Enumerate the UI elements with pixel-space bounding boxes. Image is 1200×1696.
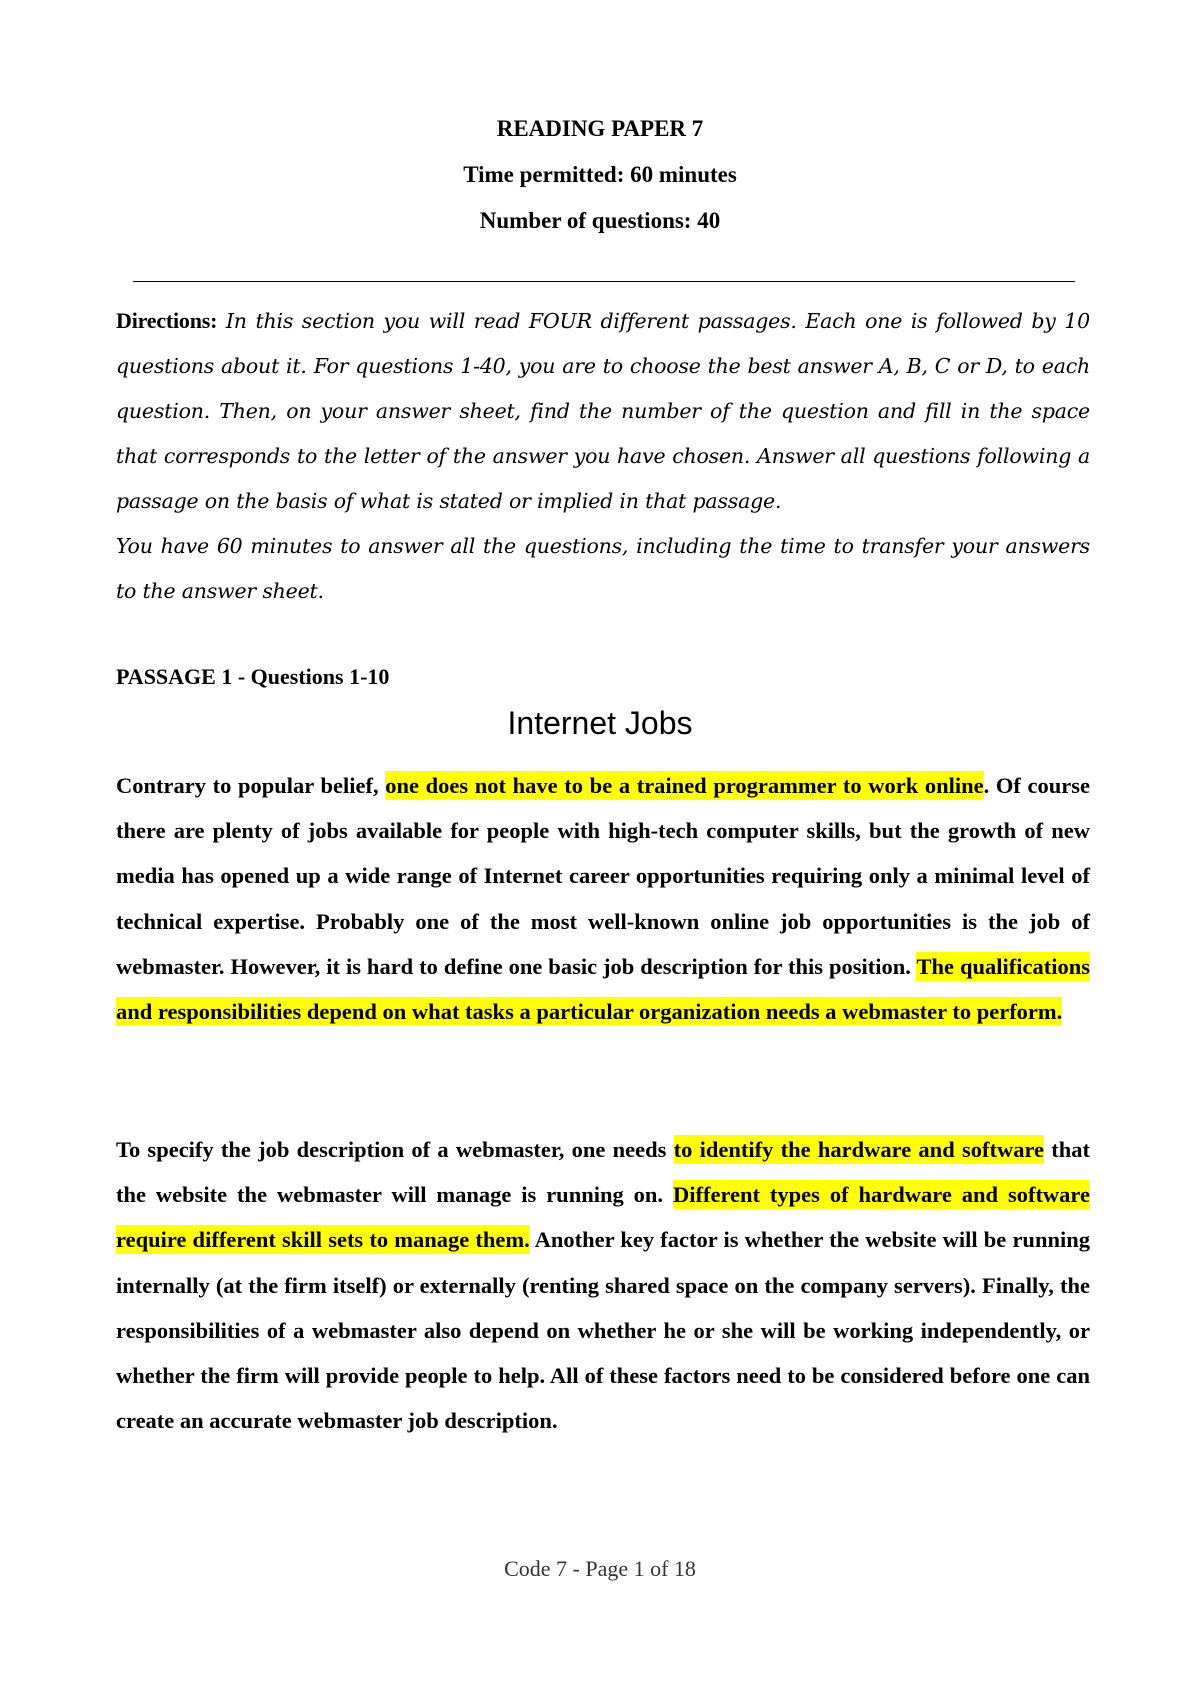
divider-line — [133, 281, 1075, 282]
p2-highlight-2: Different types of hardware and software require different skill sets to manage them. — [116, 1182, 1090, 1253]
p2-text-3: Another key factor is whether the website will be running internally (at the firm itself) or externally (renting shared space on the company servers). Finally, the responsibilities of a webmaster also depend on whether he or she will be working independently, or whether the firm will provide people to help. All of these factors need to be considered before one can create an accurate webmaster job description. — [116, 1227, 1090, 1434]
p2-text-2: that the website the webmaster will manage is running on. — [116, 1137, 1091, 1208]
number-of-questions: Number of questions: 40 — [479, 208, 721, 233]
time-permitted: Time permitted: 60 minutes — [463, 162, 737, 187]
p1-highlight-2: The qualifications and responsibilities depend on what tasks a particular organization needs a webmaster to perform. — [116, 953, 1090, 1025]
passage-paragraph-1 — [116, 763, 1090, 1034]
page-footer: Code 7 - Page 1 of 18 — [504, 1556, 696, 1581]
directions-text: In this section you will read FOUR different passages. Each one is followed by 10 questions about it. For questions 1-40, you are to choose the best answer A, B, C or D, to each question. Then, on your answer sheet, find the number of the question and fill in the space that corresponds to the letter of the answer you have chosen. Answer all questions following a passage on the basis of what is stated or implied in that passage. — [116, 309, 1090, 513]
p2-highlight-1: to identify the hardware and software — [673, 1137, 1045, 1162]
directions-time-note: You have 60 minutes to answer all the questions, including the time to transfer your answers to the answer sheet. — [116, 534, 1090, 603]
p2-text-1: To specify the job description of a webmaster, one needs — [116, 1137, 674, 1162]
paper-title: READING PAPER 7 — [496, 116, 704, 141]
p1-text-2: . Of course there are plenty of jobs available for people with high-tech computer skills, but the growth of new media has opened up a wide range of Internet career opportunities requiring only a minimal level of technical expertise. Probably one of the most well-known online job opportunities is the job of webmaster. However, it is hard to define one basic job description for this position. — [116, 773, 1090, 979]
directions-paragraph — [116, 298, 1090, 524]
p1-highlight-1: one does not have to be a trained programmer to work online — [385, 773, 984, 798]
passage-paragraph-2 — [116, 1127, 1090, 1443]
p1-text-1: Contrary to popular belief, — [116, 773, 386, 798]
passage-title: Internet Jobs — [507, 705, 693, 741]
passage-heading: PASSAGE 1 - Questions 1-10 — [116, 664, 390, 689]
directions — [116, 298, 1090, 614]
directions-label: Directions: — [116, 308, 218, 333]
